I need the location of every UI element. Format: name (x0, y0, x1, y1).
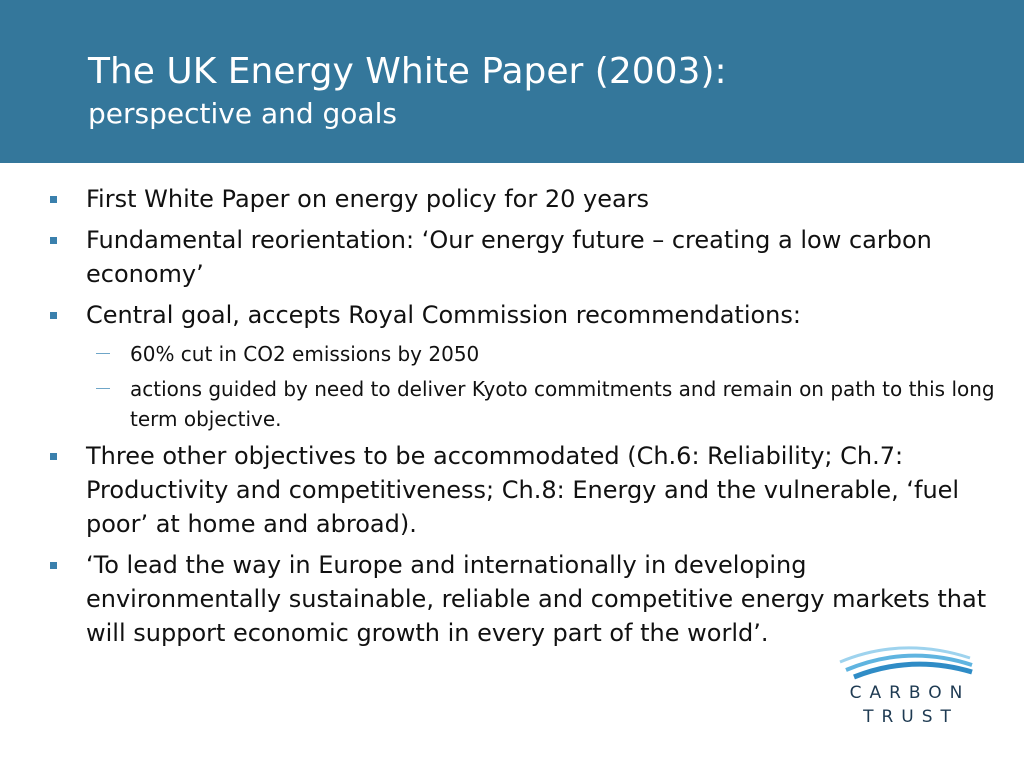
bullet-text: ‘To lead the way in Europe and internationally in developing environmentally sustainable, reliable and competitive energy markets that will support economic growth in every part of the world’. (86, 551, 987, 647)
bullet-text: First White Paper on energy policy for 20 years (86, 185, 650, 213)
sub-bullet-text: actions guided by need to deliver Kyoto commitments and remain on path to this long term objective. (130, 377, 995, 431)
logo-wave-icon (832, 640, 982, 685)
bullet-item (44, 223, 1004, 291)
square-bullet-icon (50, 562, 57, 569)
bullet-list (44, 182, 1004, 657)
sub-bullet-item (44, 374, 1004, 434)
title-banner (0, 0, 1024, 163)
slide-title: The UK Energy White Paper (2003): (88, 51, 727, 92)
square-bullet-icon (50, 237, 57, 244)
bullet-text: Fundamental reorientation: ‘Our energy future – creating a low carbon economy’ (86, 226, 932, 288)
dash-bullet-icon (96, 353, 110, 354)
bullet-text: Three other objectives to be accommodated (Ch.6: Reliability; Ch.7: Productivity and competitiveness; Ch.8: Energy and the vulnerable, ‘fuel poor’ at home and abroad). (86, 442, 960, 538)
bullet-text: Central goal, accepts Royal Commission recommendations: (86, 301, 801, 329)
logo-text-carbon: CARBON (849, 683, 971, 703)
logo-text-trust: TRUST (863, 707, 959, 727)
bullet-item (44, 298, 1004, 332)
bullet-item (44, 548, 1004, 650)
square-bullet-icon (50, 196, 57, 203)
dash-bullet-icon (96, 388, 110, 389)
carbon-trust-logo (832, 640, 982, 730)
bullet-item (44, 439, 1004, 541)
square-bullet-icon (50, 312, 57, 319)
bullet-item (44, 182, 1004, 216)
sub-bullet-text: 60% cut in CO2 emissions by 2050 (130, 342, 480, 366)
slide-subtitle: perspective and goals (88, 97, 397, 130)
sub-bullet-item (44, 339, 1004, 369)
square-bullet-icon (50, 453, 57, 460)
